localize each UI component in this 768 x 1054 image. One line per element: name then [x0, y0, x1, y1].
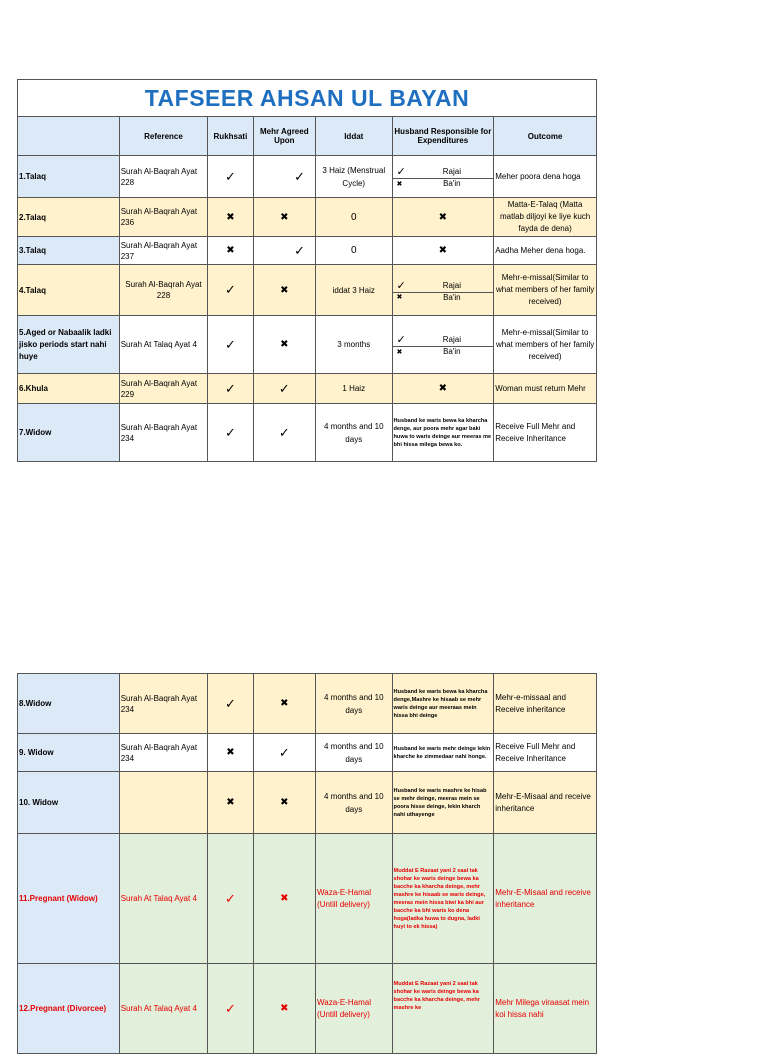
row-husband: Husband ke waris mashre ke hisab se mehr deinge, meeras mein se poora hisse deinge, lekin kharch nahi uthayenge: [392, 772, 494, 834]
cross-icon: ✖: [253, 265, 315, 316]
row-label: 1.Talaq: [18, 156, 120, 198]
row-reference: Surah Al-Baqrah Ayat 237: [119, 237, 208, 265]
row-label: 7.Widow: [18, 404, 120, 462]
header-mehr: Mehr Agreed Upon: [253, 117, 315, 156]
row-label: 4.Talaq: [18, 265, 120, 316]
row-reference: Surah Al-Baqrah Ayat 234: [119, 674, 208, 734]
row-reference: Surah At Talaq Ayat 4: [119, 316, 208, 374]
row-husband: Husband ke waris bewa ka kharcha denge, aur poora mehr agar baki huwa to waris deinge aur meeras me bhi hissa milega bewa ko.: [392, 404, 494, 462]
row-husband: [392, 265, 494, 316]
cross-icon: ✖: [253, 772, 315, 834]
page-title: TAFSEER AHSAN UL BAYAN: [18, 80, 597, 117]
table-row: [18, 964, 597, 1054]
cross-icon: ✖: [208, 198, 253, 237]
row-husband: Muddat E Razaat yani 2 saal tak shohar ke waris deinge bewa ka bacche ka kharcha deinge, mehr mashre ke: [392, 964, 494, 1054]
check-icon: ✓: [208, 834, 253, 964]
bain-label: Ba'in: [443, 347, 461, 356]
check-icon: ✓: [396, 279, 406, 292]
table-row: [18, 265, 597, 316]
row-outcome: Mehr-e-missaal and Receive inheritance: [494, 674, 597, 734]
cross-icon: ✖: [396, 348, 403, 356]
row-label: 8.Widow: [18, 674, 120, 734]
row-outcome: Matta-E-Talaq (Matta matlab diljoyi ke liye kuch fayda de dena): [494, 198, 597, 237]
row-outcome: Aadha Meher dena hoga.: [494, 237, 597, 265]
bain-label: Ba'in: [443, 292, 461, 302]
row-iddat: 3 months: [316, 316, 393, 374]
check-icon: ✓: [208, 674, 253, 734]
row-reference: Surah Al-Baqrah Ayat 234: [119, 734, 208, 772]
row-iddat: 3 Haiz (Menstrual Cycle): [316, 156, 393, 198]
row-iddat: Waza-E-Hamal (Untill delivery): [316, 964, 393, 1054]
row-label: 11.Pregnant (Widow): [18, 834, 120, 964]
row-iddat: 4 months and 10 days: [316, 772, 393, 834]
check-icon: ✓: [396, 166, 406, 178]
table-row: [18, 198, 597, 237]
row-outcome: Meher poora dena hoga: [494, 156, 597, 198]
row-label: 10. Widow: [18, 772, 120, 834]
check-icon: ✓: [253, 156, 315, 198]
cross-icon: ✖: [396, 180, 403, 188]
table-bottom: [17, 673, 597, 1054]
row-reference: Surah At Talaq Ayat 4: [119, 964, 208, 1054]
row-outcome: Mehr-e-missal(Similar to what members of her family received): [494, 265, 597, 316]
row-iddat: 0: [316, 237, 393, 265]
table-row: [18, 237, 597, 265]
cross-icon: ✖: [392, 237, 494, 265]
row-label: 12.Pregnant (Divorcee): [18, 964, 120, 1054]
cross-icon: ✖: [253, 198, 315, 237]
row-outcome: Mehr Milega viraasat mein koi hissa nahi: [494, 964, 597, 1054]
row-iddat: iddat 3 Haiz: [316, 265, 393, 316]
table-top: [17, 79, 597, 462]
cross-icon: ✖: [253, 674, 315, 734]
row-reference: [119, 772, 208, 834]
row-reference: Surah Al-Baqrah Ayat 234: [119, 404, 208, 462]
cross-icon: ✖: [253, 834, 315, 964]
row-husband: [392, 156, 494, 198]
cross-icon: ✖: [208, 772, 253, 834]
row-iddat: 4 months and 10 days: [316, 734, 393, 772]
row-iddat: 4 months and 10 days: [316, 674, 393, 734]
row-reference: Surah Al-Baqrah Ayat 236: [119, 198, 208, 237]
row-label: 5.Aged or Nabaalik ladki jisko periods start nahi huye: [18, 316, 120, 374]
row-outcome: Mehr-e-missal(Similar to what members of her family received): [494, 316, 597, 374]
row-husband: [392, 316, 494, 374]
check-icon: ✓: [253, 734, 315, 772]
header-iddat: Iddat: [316, 117, 393, 156]
check-icon: ✓: [396, 334, 406, 346]
row-label: 2.Talaq: [18, 198, 120, 237]
row-label: 3.Talaq: [18, 237, 120, 265]
row-outcome: Receive Full Mehr and Receive Inheritance: [494, 404, 597, 462]
row-reference: Surah At Talaq Ayat 4: [119, 834, 208, 964]
rajai-label: Rajai: [442, 280, 461, 290]
table-row: [18, 772, 597, 834]
check-icon: ✓: [208, 156, 253, 198]
check-icon: ✓: [208, 374, 253, 404]
row-iddat: 1 Haiz: [316, 374, 393, 404]
row-reference: Surah Al-Baqrah Ayat 228: [119, 156, 208, 198]
row-outcome: Mehr-E-Misaal and receive inheritance: [494, 772, 597, 834]
check-icon: ✓: [253, 374, 315, 404]
check-icon: ✓: [208, 265, 253, 316]
row-reference: Surah Al-Baqrah Ayat 228: [119, 265, 208, 316]
check-icon: ✓: [208, 404, 253, 462]
cross-icon: ✖: [253, 316, 315, 374]
check-icon: ✓: [208, 964, 253, 1054]
cross-icon: ✖: [253, 964, 315, 1054]
cross-icon: ✖: [392, 198, 494, 237]
check-icon: ✓: [208, 316, 253, 374]
row-husband: Husband ke waris bewa ka kharcha denge,Mashre ke hisaab se mehr waris deinge aur meeraas mein hissa bhi deinge: [392, 674, 494, 734]
row-iddat: 0: [316, 198, 393, 237]
cross-icon: ✖: [208, 237, 253, 265]
row-label: 9. Widow: [18, 734, 120, 772]
cross-icon: ✖: [208, 734, 253, 772]
table-row: [18, 734, 597, 772]
table-row: [18, 374, 597, 404]
row-husband: Muddat E Razaat yani 2 saal tak shohar ke waris deinge bewa ka bacche ka kharcha deinge, mehr mashre ke hisaab se waris deinge, meeras mein hissa biwi ka bhi aur bacche ka bhi waris ko dena hoga(ladka huwa to dugna, ladki huyi to ek hissa): [392, 834, 494, 964]
table-row: [18, 674, 597, 734]
row-label: 6.Khula: [18, 374, 120, 404]
header-outcome: Outcome: [494, 117, 597, 156]
check-icon: ✓: [253, 404, 315, 462]
table-row: [18, 404, 597, 462]
table-row: [18, 316, 597, 374]
row-outcome: Receive Full Mehr and Receive Inheritance: [494, 734, 597, 772]
cross-icon: ✖: [396, 294, 403, 301]
row-reference: Surah Al-Baqrah Ayat 229: [119, 374, 208, 404]
table-row: [18, 156, 597, 198]
table-row: [18, 834, 597, 964]
cross-icon: ✖: [392, 374, 494, 404]
bain-label: Ba'in: [443, 179, 461, 188]
row-iddat: Waza-E-Hamal (Untill delivery): [316, 834, 393, 964]
header-rukhsati: Rukhsati: [208, 117, 253, 156]
rajai-label: Rajai: [442, 335, 461, 344]
check-icon: ✓: [253, 237, 315, 265]
header-reference: Reference: [119, 117, 208, 156]
header-row: [18, 117, 597, 156]
row-husband: Husband ke waris mehr deinge lekin kharche ke zimmedaar nahi honge.: [392, 734, 494, 772]
header-husband: Husband Responsible for Expenditures: [392, 117, 494, 156]
header-blank: [18, 117, 120, 156]
row-outcome: Mehr-E-Misaal and receive inheritance: [494, 834, 597, 964]
row-outcome: Woman must return Mehr: [494, 374, 597, 404]
rajai-label: Rajai: [442, 167, 461, 176]
row-iddat: 4 months and 10 days: [316, 404, 393, 462]
